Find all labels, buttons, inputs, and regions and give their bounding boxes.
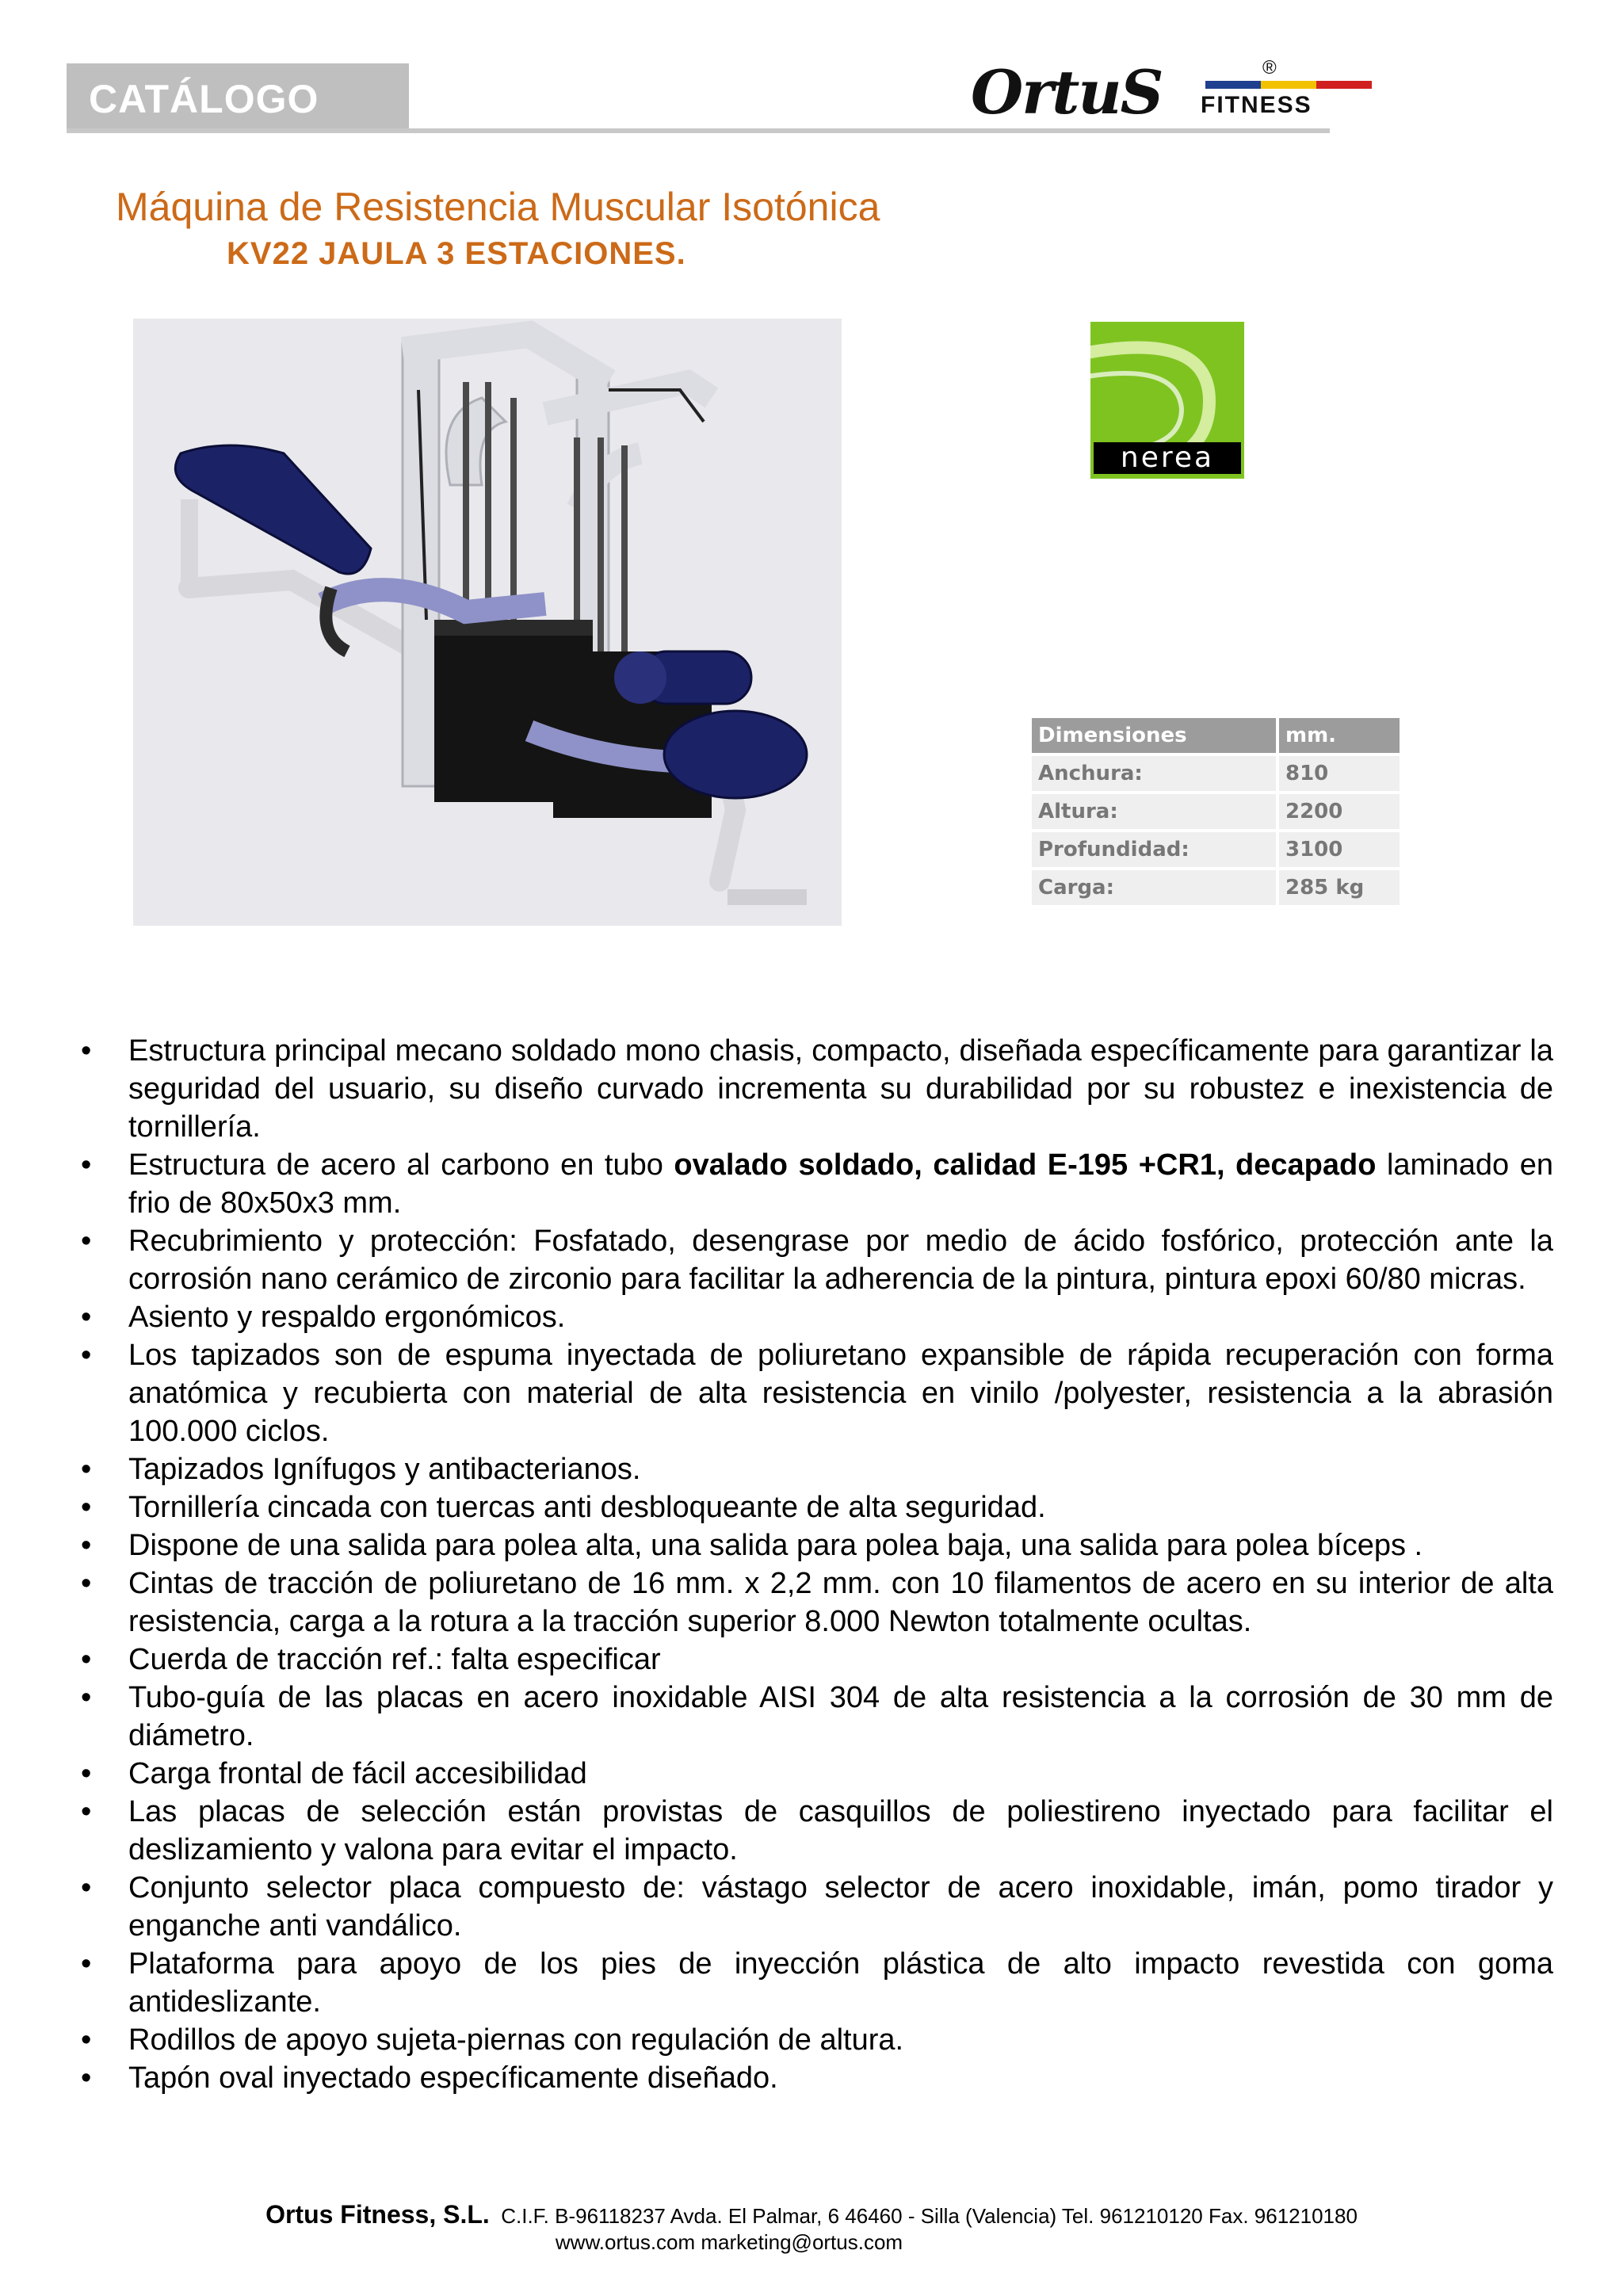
table-row [1032,794,1400,829]
bullet-icon: • [81,2023,92,2057]
feature-text: Plataforma para apoyo de los pies de inyección plástica de alto impacto revestida con goma antideslizante. [128,1947,1553,2019]
feature-text: Estructura de acero al carbono en tubo [128,1148,674,1182]
bullet-icon: • [81,1947,92,1981]
header-rule [67,128,1330,133]
feature-text: Tapizados Ignífugos y antibacterianos. [128,1453,641,1486]
logo-color-bars [1205,81,1372,89]
list-item [63,1450,1553,1488]
table-header-cell: mm. [1279,718,1400,753]
bullet-icon: • [81,1567,92,1600]
list-item [63,1793,1553,1869]
catalog-tab-label: CATÁLOGO [89,77,319,121]
feature-list [63,1032,1553,2097]
feature-text: Carga frontal de fácil accesibilidad [128,1757,587,1790]
feature-text: Cuerda de tracción ref.: falta especificar [128,1643,661,1676]
table-cell-label: Carga: [1032,870,1276,905]
list-item [63,1564,1553,1641]
table-header-cell: Dimensiones [1032,718,1276,753]
list-item [63,1679,1553,1755]
list-item [63,1488,1553,1526]
feature-text: laminado en frio de 80x50x3 mm. [128,1148,1553,1220]
list-item [63,2059,1553,2097]
bullet-icon: • [81,1301,92,1334]
bullet-icon: • [81,1034,92,1068]
bullet-icon: • [81,1339,92,1372]
logo-fitness-text: FITNESS [1201,92,1312,118]
table-cell-value: 3100 [1279,832,1400,867]
list-item [63,1336,1553,1450]
feature-text-bold: ovalado soldado, calidad E-195 +CR1, decapado [674,1148,1377,1182]
product-category-title: Máquina de Resistencia Muscular Isotónica [116,185,880,229]
nerea-brand-badge [1090,322,1244,479]
bullet-icon: • [81,1529,92,1562]
logo-bar-yellow [1261,81,1316,89]
table-header-row [1032,718,1400,753]
table-row [1032,832,1400,867]
footer-company-name: Ortus Fitness, S.L. [265,2200,490,2229]
bullet-icon: • [81,1224,92,1258]
feature-text: Tapón oval inyectado específicamente diseñado. [128,2061,778,2095]
feature-text: Asiento y respaldo ergonómicos. [128,1301,566,1334]
bullet-icon: • [81,2061,92,2095]
feature-text: Recubrimiento y protección: Fosfatado, desengrase por medio de ácido fosfórico, protección ante la corrosión nano cerámico de zirconio para facilitar la adherencia de la pintura, pintura epoxi 60/80 micras. [128,1224,1553,1296]
bullet-icon: • [81,1453,92,1486]
table-cell-label: Profundidad: [1032,832,1276,867]
footer-company-line [0,2200,1623,2229]
table-cell-value: 2200 [1279,794,1400,829]
footer-contact-line: www.ortus.com marketing@ortus.com [555,2230,903,2254]
feature-text: Tornillería cincada con tuercas anti desbloqueante de alta seguridad. [128,1491,1046,1524]
list-item [63,1869,1553,1945]
table-row [1032,870,1400,905]
feature-text: Estructura principal mecano soldado mono chasis, compacto, diseñada específicamente para garantizar la seguridad del usuario, su diseño curvado incrementa su durabilidad por su robustez e inexistencia de tornillería. [128,1034,1553,1144]
list-item [63,2021,1553,2059]
bullet-icon: • [81,1148,92,1182]
table-cell-label: Altura: [1032,794,1276,829]
table-cell-label: Anchura: [1032,756,1276,791]
list-item [63,1222,1553,1298]
feature-text: Rodillos de apoyo sujeta-piernas con regulación de altura. [128,2023,904,2057]
list-item [63,1298,1553,1336]
list-item [63,1945,1553,2021]
feature-text: Dispone de una salida para polea alta, una salida para polea baja, una salida para polea bíceps . [128,1529,1423,1562]
dimensions-table [1029,715,1403,908]
feature-text: Las placas de selección están provistas de casquillos de poliestireno inyectado para facilitar el deslizamiento y valona para evitar el impacto. [128,1795,1553,1866]
feature-text: Los tapizados son de espuma inyectada de poliuretano expansible de rápida recuperación con forma anatómica y recubierta con material de alta resistencia en vinilo /polyester, resistencia a la abrasión 100.000 ciclos. [128,1339,1553,1448]
logo-bar-red [1316,81,1372,89]
bullet-icon: • [81,1871,92,1904]
footer-company-details: C.I.F. B-96118237 Avda. El Palmar, 6 46460 - Silla (Valencia) Tel. 961210120 Fax. 961210180 [501,2204,1358,2228]
list-item [63,1526,1553,1564]
ortus-fitness-logo [971,57,1383,128]
nerea-label: nerea [1094,442,1241,474]
list-item [63,1641,1553,1679]
list-item [63,1755,1553,1793]
registered-mark: ® [1262,57,1277,78]
bullet-icon: • [81,1643,92,1676]
bullet-icon: • [81,1681,92,1714]
logo-bar-blue [1205,81,1261,89]
product-model-title: KV22 JAULA 3 ESTACIONES. [227,236,686,271]
feature-text: Conjunto selector placa compuesto de: vástago selector de acero inoxidable, imán, pomo tirador y enganche anti vandálico. [128,1871,1553,1943]
table-cell-value: 810 [1279,756,1400,791]
product-image [133,319,842,926]
list-item [63,1146,1553,1222]
bullet-icon: • [81,1795,92,1828]
feature-text: Cintas de tracción de poliuretano de 16 mm. x 2,2 mm. con 10 filamentos de acero en su interior de alta resistencia, carga a la rotura a la tracción superior 8.000 Newton totalmente ocultas. [128,1567,1553,1638]
feature-text: Tubo-guía de las placas en acero inoxidable AISI 304 de alta resistencia a la corrosión de 30 mm de diámetro. [128,1681,1553,1752]
bullet-icon: • [81,1757,92,1790]
table-row [1032,756,1400,791]
table-cell-value: 285 kg [1279,870,1400,905]
logo-wordmark: OrtuS [971,57,1163,128]
bullet-icon: • [81,1491,92,1524]
list-item [63,1032,1553,1146]
